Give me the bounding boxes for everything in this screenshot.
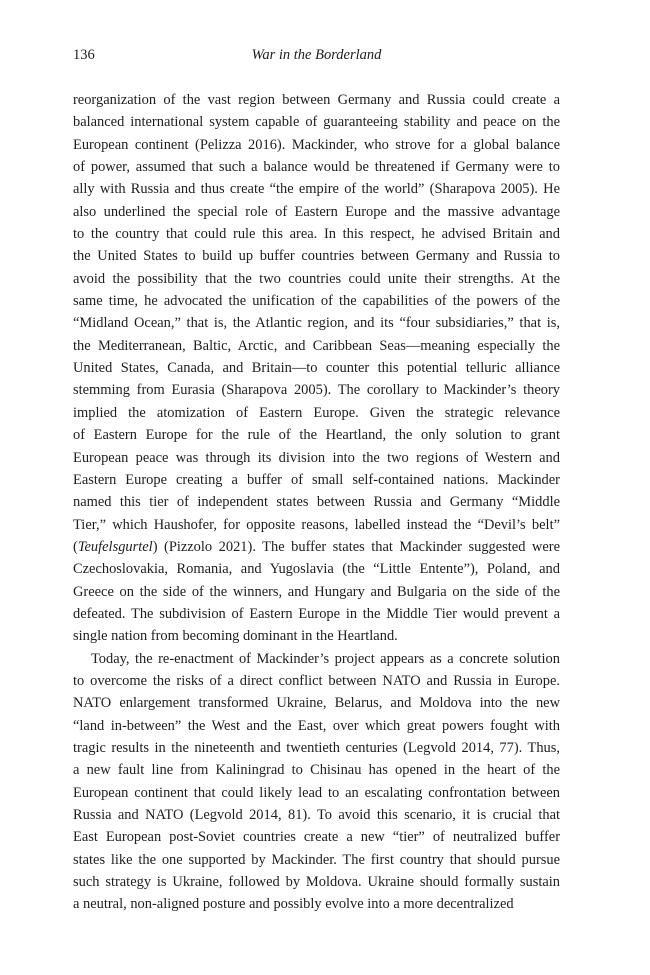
running-title: War in the Borderland: [251, 47, 382, 63]
text-line: also underlined the special role of Eastern Europe and the massive advantage: [73, 203, 560, 220]
text-line: a neutral, non-aligned posture and possibly evolve into a more decentralized: [73, 896, 514, 913]
text-line: tragic results in the nineteenth and twentieth centuries (Legvold 2014, 77). Thus,: [73, 739, 560, 756]
text-line: implied the atomization of Eastern Europe. Given the strategic relevance: [73, 404, 560, 421]
italic-term: Teufelsgurtel: [77, 538, 153, 555]
text-line: Czechoslovakia, Romania, and Yugoslavia (the “Little Entente”), Poland, and: [73, 561, 560, 578]
text-line: the United States to build up buffer countries between Germany and Russia to: [73, 248, 560, 265]
page-number: 136: [73, 47, 95, 63]
text-line: of Eastern Europe for the rule of the Heartland, the only solution to grant: [73, 427, 560, 444]
text-line: named this tier of independent states between Russia and Germany “Middle: [73, 494, 560, 511]
body-text: [73, 89, 560, 916]
text-line: single nation from becoming dominant in the Heartland.: [73, 628, 398, 645]
text-line: European continent that could likely lead to an escalating confrontation between: [73, 784, 560, 801]
text-line: East European post-Soviet countries create a new “tier” of neutralized buffer: [73, 829, 560, 846]
text-line: such strategy is Ukraine, followed by Moldova. Ukraine should formally sustain: [73, 874, 560, 891]
paragraph: [73, 648, 560, 916]
text-line: ally with Russia and thus create “the empire of the world” (Sharapova 2005). He: [73, 181, 560, 198]
text-line: avoid the possibility that the two countries could unite their strengths. At the: [73, 270, 560, 287]
text-line: Tier,” which Haushofer, for opposite reasons, labelled instead the “Devil’s belt”: [73, 516, 560, 533]
text-line: “land in-between” the West and the East, over which great powers fought with: [73, 717, 560, 734]
text-line: a new fault line from Kaliningrad to Chisinau has opened in the heart of the: [73, 762, 560, 779]
text-line: the Mediterranean, Baltic, Arctic, and Caribbean Seas—meaning especially the: [73, 337, 560, 354]
text-line: defeated. The subdivision of Eastern Europe in the Middle Tier would prevent a: [73, 605, 560, 622]
text-line: Eastern Europe creating a buffer of small self-contained nations. Mackinder: [73, 471, 560, 488]
text-line: Greece on the side of the winners, and Hungary and Bulgaria on the side of the: [73, 583, 560, 600]
text-line: states like the one supported by Mackinder. The first country that should pursue: [73, 851, 560, 868]
text-line: Russia and NATO (Legvold 2014, 81). To avoid this scenario, it is crucial that: [73, 807, 560, 823]
page-header: [73, 44, 560, 66]
text-line: “Midland Ocean,” that is, the Atlantic region, and its “four subsidiaries,” that is,: [73, 315, 560, 332]
text-line: (Teufelsgurtel) (Pizzolo 2021). The buffer states that Mackinder suggested were: [73, 538, 560, 555]
text-line: European peace was through its division into the two regions of Western and: [73, 449, 560, 466]
text-line: NATO enlargement transformed Ukraine, Belarus, and Moldova into the new: [73, 695, 560, 712]
text-line: same time, he advocated the unification of the capabilities of the powers of the: [73, 293, 560, 310]
text-line: balanced international system capable of guaranteeing stability and peace on the: [73, 114, 560, 131]
text-line: European continent (Pelizza 2016). Mackinder, who strove for a global balance: [73, 136, 560, 153]
text-line: to overcome the risks of a direct conflict between NATO and Russia in Europe.: [73, 672, 560, 689]
text-line: to the country that could rule this area. In this respect, he advised Britain and: [73, 226, 560, 243]
paragraph: [73, 89, 560, 648]
text-line: reorganization of the vast region between Germany and Russia could create a: [73, 92, 560, 108]
text-line: United States, Canada, and Britain—to counter this potential telluric alliance: [73, 360, 560, 377]
text-line: of power, assumed that such a balance would be threatened if Germany were to: [73, 159, 560, 176]
text-line: Today, the re-enactment of Mackinder’s project appears as a concrete solution: [91, 650, 560, 667]
text-line: stemming from Eurasia (Sharapova 2005). The corollary to Mackinder’s theory: [73, 382, 560, 399]
